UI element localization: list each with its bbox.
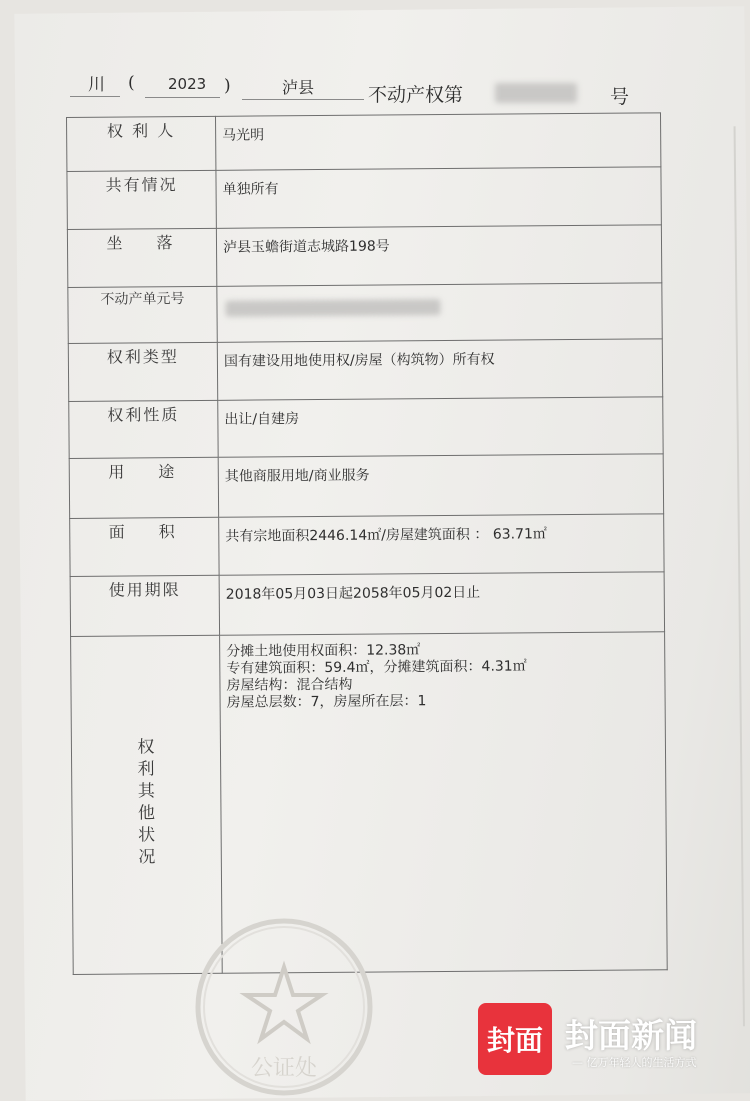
- label-area: 面积: [70, 517, 219, 576]
- table-row: [69, 454, 663, 519]
- value-rights-type: 国有建设用地使用权/房屋（构筑物）所有权: [217, 339, 662, 400]
- label-term: 使用期限: [70, 575, 219, 636]
- cert-number-prefix: 不动产权第: [368, 84, 464, 106]
- table-row: [67, 113, 661, 172]
- table-row: [68, 339, 662, 402]
- redacted-cert-number: [495, 83, 577, 103]
- county-name: 泸县: [282, 78, 315, 97]
- other-line-floors: 房屋总层数：7，房屋所在层：1: [226, 693, 427, 711]
- cert-number-suffix: 号: [610, 86, 630, 108]
- table-row: [67, 167, 661, 230]
- open-paren: (: [128, 73, 135, 93]
- label-ownership: 共有情况: [67, 170, 216, 229]
- table-row: [69, 397, 663, 459]
- other-status-vertical-label: 权 利 其 他 状 况: [137, 737, 156, 868]
- province-abbr: 川: [88, 75, 105, 95]
- table-row: [67, 225, 661, 288]
- label-location: 坐落: [67, 228, 216, 287]
- other-line-building-area: 专有建筑面积：59.4㎡，分摊建筑面积：4.31㎡: [226, 658, 527, 677]
- logo-badge-text: 封面: [486, 1024, 543, 1057]
- value-location: 泸县玉蟾街道志城路198号: [216, 225, 661, 286]
- value-usage: 其他商服用地/商业服务: [218, 454, 663, 517]
- value-area: 共有宗地面积2446.14㎡/房屋建筑面积 ： 63.71㎡: [219, 514, 664, 575]
- close-paren: ): [224, 76, 231, 96]
- notary-seal-emboss: [192, 915, 377, 1100]
- value-term: 2018年05月03日起2058年05月02日止: [219, 572, 664, 635]
- label-rights-type: 权利类型: [68, 342, 217, 401]
- cert-year: 2023: [168, 75, 207, 93]
- label-usage: 用途: [69, 457, 218, 518]
- table-row: [70, 514, 664, 577]
- seal-text: 公证处: [250, 1056, 318, 1081]
- value-ownership: 单独所有: [216, 167, 661, 228]
- fengmian-logo-slogan: — 亿万年轻人的生活方式: [572, 1056, 697, 1069]
- province-underline: [70, 96, 120, 97]
- fengmian-logo-badge: [478, 1003, 552, 1075]
- county-underline: [242, 99, 364, 100]
- property-rights-table: [66, 112, 668, 975]
- label-rights-holder: 权 利 人: [67, 116, 216, 171]
- table-row: [68, 283, 662, 344]
- year-underline: [145, 97, 220, 98]
- label-unit-number: 不动产单元号: [68, 286, 217, 343]
- label-rights-nature: 权利性质: [69, 400, 218, 458]
- value-unit-number: [217, 283, 662, 342]
- certificate-header: [0, 0, 750, 110]
- paper-crease: [734, 126, 745, 1026]
- other-line-shared-land: 分摊土地使用权面积：12.38㎡: [226, 642, 421, 660]
- redacted-unit-number: [225, 299, 440, 317]
- fengmian-logo-name: 封面新闻: [565, 1016, 697, 1055]
- other-line-structure: 房屋结构：混合结构: [226, 676, 353, 694]
- value-rights-holder: 马光明: [215, 113, 660, 170]
- value-rights-nature: 出让/自建房: [218, 397, 663, 457]
- table-row: [70, 572, 664, 637]
- star-icon: [246, 967, 322, 1039]
